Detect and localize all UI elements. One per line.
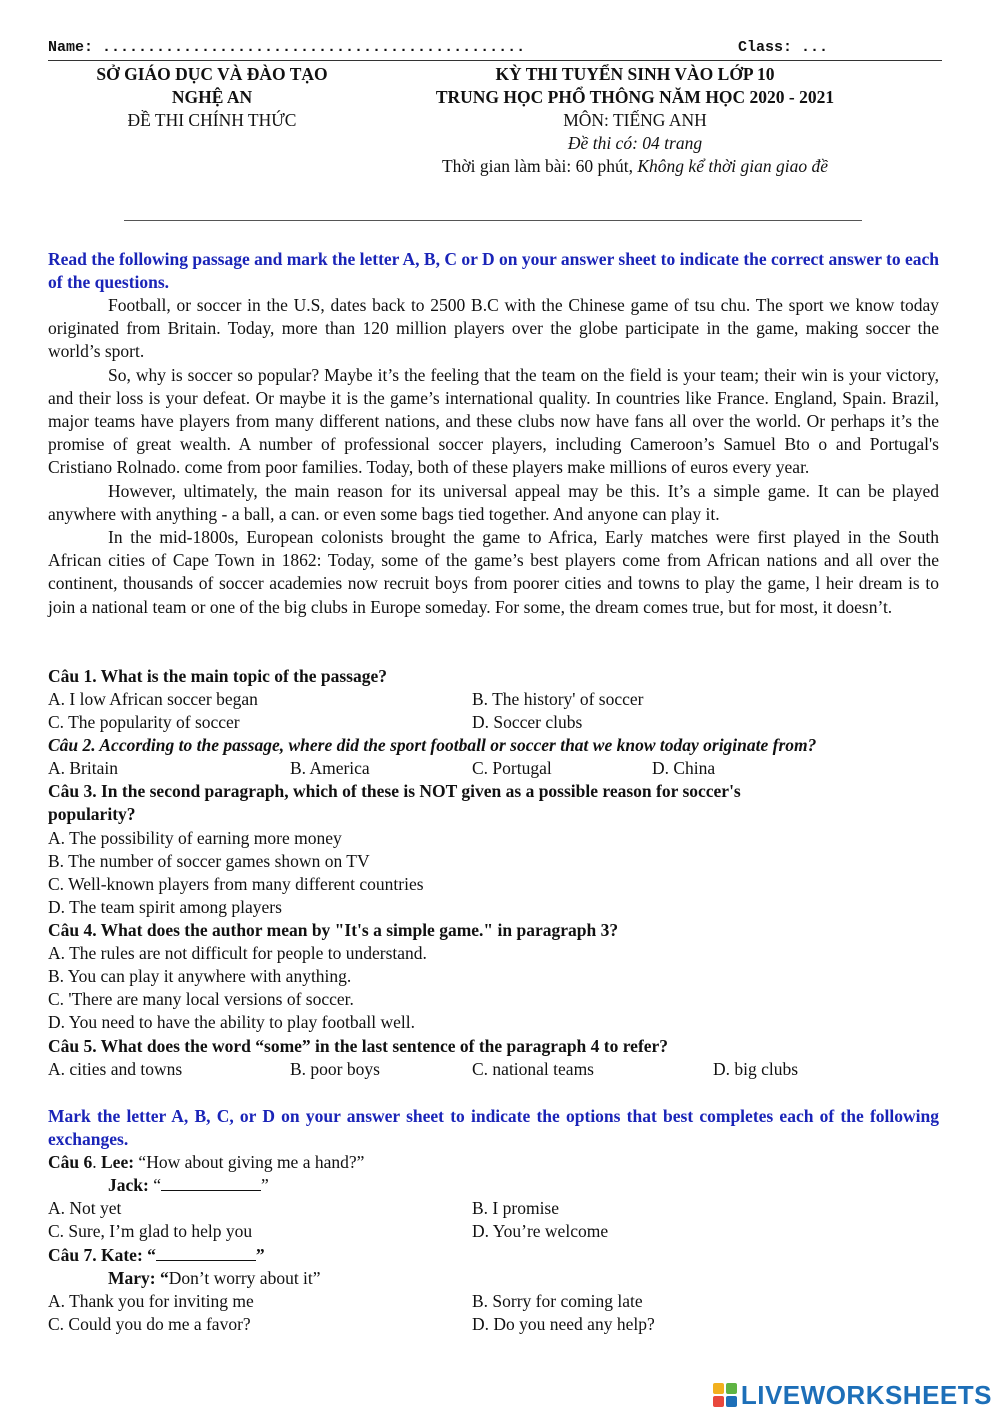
q7-line-2: Don’t worry about it” bbox=[168, 1268, 321, 1288]
q1-option-c[interactable]: C. The popularity of soccer bbox=[48, 712, 240, 732]
q7-option-c[interactable]: C. Could you do me a favor? bbox=[48, 1314, 251, 1334]
section2-instruction: Mark the letter A, B, C, or D on your answer sheet to indicate the options that best completes each of the following exchanges. bbox=[48, 1106, 939, 1149]
header-divider bbox=[124, 220, 862, 221]
exam-time bbox=[380, 155, 890, 178]
q3-option-b[interactable]: B. The number of soccer games shown on TV bbox=[48, 851, 370, 871]
passage-paragraph-2: So, why is soccer so popular? Maybe it’s the feeling that the team on the field is your team; their win is your victory, and their loss is your defeat. Or maybe it is the game’s international quality. In countries like France. England, Spain. Brazil, major teams have players from many different nations, and these clubs now have fans all over the world. Or perhaps it’s the promise of great wealth. A number of professional soccer players, including Cameroon’s Samuel Bto o and Portugal's Cristiano Rolnado. come from poor families. Today, both of these players make millions of euros every year. bbox=[48, 364, 939, 478]
passage-paragraph-1: Football, or soccer in the U.S, dates back to 2500 B.C with the Chinese game of tsu chu. The sport we know today originated from Britain. Today, more than 120 million players over the globe participate in the game, making soccer the world’s sport. bbox=[48, 295, 939, 362]
q4-option-d[interactable]: D. You need to have the ability to play football well. bbox=[48, 1012, 415, 1032]
dept-line-2: NGHỆ AN bbox=[171, 87, 253, 107]
q6-speaker-jack: Jack: bbox=[108, 1175, 149, 1195]
exam-year: TRUNG HỌC PHỔ THÔNG NĂM HỌC 2020 - 2021 bbox=[435, 87, 835, 107]
exam-title: KỲ THI TUYỂN SINH VÀO LỚP 10 bbox=[495, 64, 775, 84]
q5-option-d[interactable]: D. big clubs bbox=[713, 1059, 799, 1079]
q5-option-c[interactable]: C. national teams bbox=[472, 1059, 594, 1079]
name-class-bar bbox=[48, 38, 942, 61]
q7-option-b[interactable]: B. Sorry for coming late bbox=[472, 1291, 643, 1311]
question-4: Câu 4. What does the author mean by "It's a simple game." in paragraph 3? bbox=[48, 920, 619, 940]
q1-option-b[interactable]: B. The history' of soccer bbox=[472, 689, 644, 709]
q6-speaker-lee: Lee: bbox=[101, 1152, 135, 1172]
section1-instruction: Read the following passage and mark the letter A, B, C or D on your answer sheet to indicate the correct answer to each of the questions. bbox=[48, 249, 939, 292]
q1-option-a[interactable]: A. I low African soccer began bbox=[48, 689, 258, 709]
exam-pages: Đề thi có: 04 trang bbox=[567, 133, 703, 153]
class-field[interactable]: Class: ... bbox=[738, 39, 829, 56]
question-6: Câu 6. Lee: “How about giving me a hand?” bbox=[48, 1152, 365, 1172]
passage-paragraph-4: In the mid-1800s, European colonists brought the game to Africa, Early matches were first played in the South African cities of Cape Town in 1862: Today, some of the game’s best players come from African nations and all over the continent, thousands of soccer academies now recruit boys from poorer cities and towns to play the game, l heir dream is to join a national team or one of the big clubs in Europe someday. For some, the dream comes true, but for most, it doesn’t. bbox=[48, 527, 939, 617]
q6-option-b[interactable]: B. I promise bbox=[472, 1198, 560, 1218]
q6-response: Jack: “ ” bbox=[108, 1175, 269, 1195]
q6-option-d[interactable]: D. You’re welcome bbox=[472, 1221, 609, 1241]
q5-option-a[interactable]: A. cities and towns bbox=[48, 1059, 183, 1079]
q2-option-c[interactable]: C. Portugal bbox=[472, 758, 552, 778]
q6-label: Câu 6 bbox=[48, 1152, 93, 1172]
q2-option-a[interactable]: A. Britain bbox=[48, 758, 118, 778]
question-2: Câu 2. According to the passage, where did the sport football or soccer that we know today originate from? bbox=[48, 735, 817, 755]
q3-option-c[interactable]: C. Well-known players from many different countries bbox=[48, 874, 424, 894]
q2-option-d[interactable]: D. China bbox=[652, 758, 716, 778]
q5-option-b[interactable]: B. poor boys bbox=[290, 1059, 380, 1079]
exam-subject: MÔN: TIẾNG ANH bbox=[563, 110, 707, 130]
liveworksheets-logo-text: LIVEWORKSHEETS bbox=[740, 1380, 992, 1410]
q7-label: Câu 7. Kate: bbox=[48, 1245, 143, 1265]
question-7: Câu 7. Kate: “ ” bbox=[48, 1245, 265, 1265]
q6-blank[interactable] bbox=[161, 1176, 261, 1191]
q7-blank[interactable] bbox=[156, 1246, 256, 1261]
official-exam-label: ĐỀ THI CHÍNH THỨC bbox=[127, 110, 297, 130]
q4-option-a[interactable]: A. The rules are not difficult for people to understand. bbox=[48, 943, 427, 963]
reading-passage bbox=[48, 294, 939, 619]
q7-option-d[interactable]: D. Do you need any help? bbox=[472, 1314, 655, 1334]
q7-option-a[interactable]: A. Thank you for inviting me bbox=[48, 1291, 254, 1311]
q3-option-a[interactable]: A. The possibility of earning more money bbox=[48, 828, 342, 848]
dept-line-1: SỞ GIÁO DỤC VÀ ĐÀO TẠO bbox=[96, 64, 328, 84]
liveworksheets-logo[interactable] bbox=[713, 1380, 992, 1411]
q4-option-b[interactable]: B. You can play it anywhere with anything. bbox=[48, 966, 352, 986]
name-field[interactable]: Name: ............................................... bbox=[48, 39, 526, 56]
q6-option-c[interactable]: C. Sure, I’m glad to help you bbox=[48, 1221, 253, 1241]
time-label: Thời gian làm bài: 60 phút, bbox=[441, 156, 638, 176]
question-1: Câu 1. What is the main topic of the passage? bbox=[48, 666, 388, 686]
time-note: Không kể thời gian giao đề bbox=[637, 156, 829, 176]
q6-option-a[interactable]: A. Not yet bbox=[48, 1198, 122, 1218]
q4-option-c[interactable]: C. 'There are many local versions of soccer. bbox=[48, 989, 354, 1009]
q1-option-d[interactable]: D. Soccer clubs bbox=[472, 712, 583, 732]
question-3-cont: popularity? bbox=[48, 804, 136, 824]
q2-option-b[interactable]: B. America bbox=[290, 758, 370, 778]
passage-paragraph-3: However, ultimately, the main reason for its universal appeal may be this. It’s a simple game. It can be played anywhere with anything - a ball, a can. or even some bags tied together. And anyone can play it. bbox=[48, 480, 939, 524]
q3-option-d[interactable]: D. The team spirit among players bbox=[48, 897, 282, 917]
q7-response: Mary: “Don’t worry about it” bbox=[108, 1268, 321, 1288]
liveworksheets-logo-icon bbox=[713, 1383, 739, 1409]
q6-line-1: “How about giving me a hand?” bbox=[134, 1152, 365, 1172]
q7-speaker-mary: Mary: bbox=[108, 1268, 156, 1288]
question-5: Câu 5. What does the word “some” in the last sentence of the paragraph 4 to refer? bbox=[48, 1036, 669, 1056]
question-3: Câu 3. In the second paragraph, which of these is NOT given as a possible reason for soccer's bbox=[48, 781, 741, 801]
